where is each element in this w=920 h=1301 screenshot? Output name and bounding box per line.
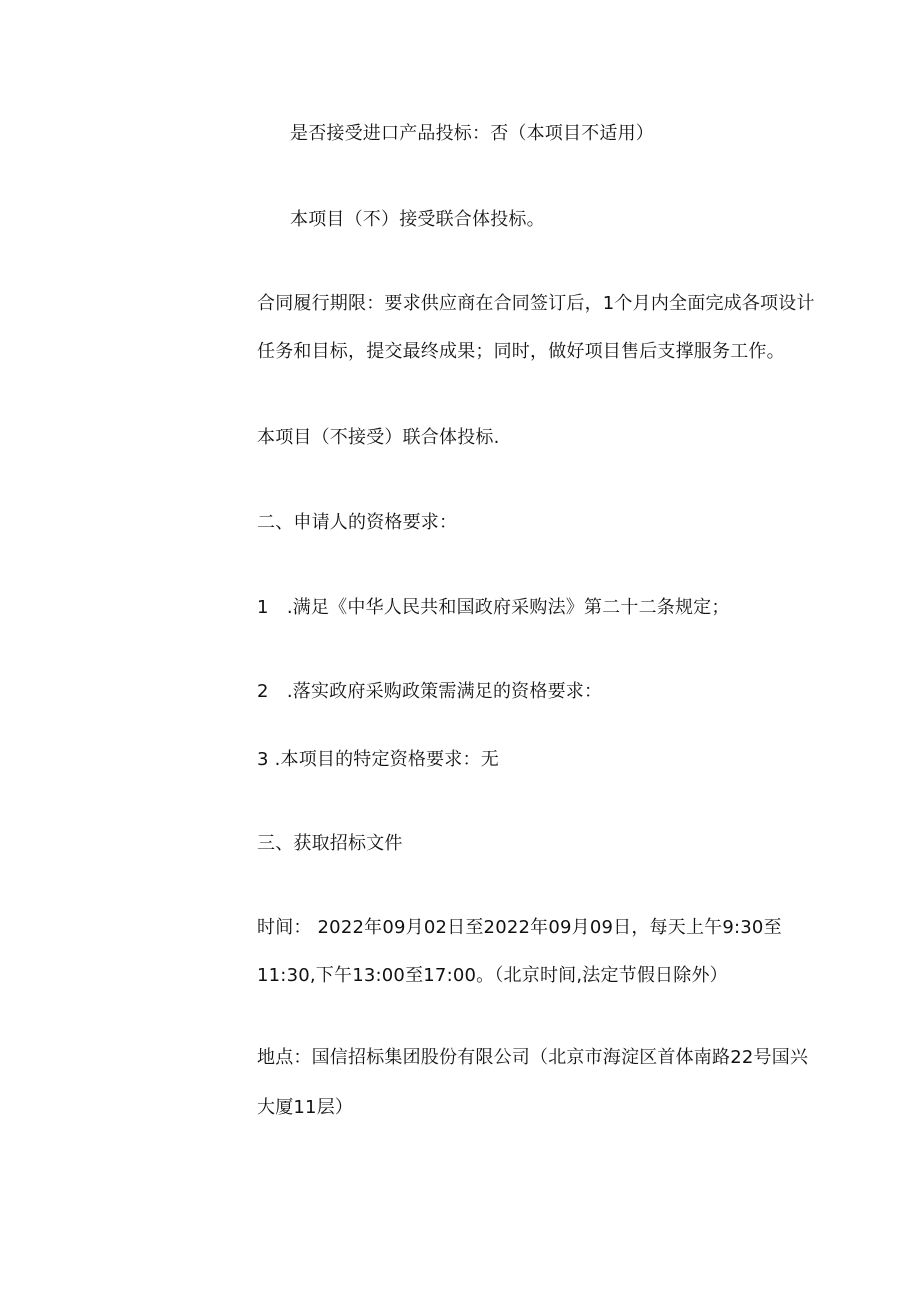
consortium-statement: 本项目（不接受）联合体投标. (257, 427, 500, 448)
time-line-1: 时间： 2022年09月02日至2022年09月09日，每天上午9:30至 (257, 917, 782, 938)
place-line-1: 地点：国信招标集团股份有限公司（北京市海淀区首体南路22号国兴 (257, 1047, 809, 1068)
contract-period-line-2: 任务和目标，提交最终成果；同时，做好项目售后支撑服务工作。 (257, 341, 785, 362)
contract-period-line-1: 合同履行期限：要求供应商在合同签订后，1个月内全面完成各项设计 (257, 293, 815, 314)
import-products-clause: 是否接受进口产品投标：否（本项目不适用） (290, 123, 654, 144)
requirement-3: 3 .本项目的特定资格要求：无 (257, 749, 499, 770)
section-3-heading: 三、获取招标文件 (257, 833, 403, 854)
requirement-2: 2 .落实政府采购政策需满足的资格要求： (257, 681, 603, 702)
consortium-clause: 本项目（不）接受联合体投标。 (290, 209, 545, 230)
place-line-2: 大厦11层） (257, 1097, 354, 1118)
requirement-1: 1 .满足《中华人民共和国政府采购法》第二十二条规定； (257, 597, 730, 618)
time-line-2: 11:30,下午13:00至17:00。（北京时间,法定节假日除外） (257, 965, 728, 986)
section-2-heading: 二、申请人的资格要求： (257, 512, 458, 533)
